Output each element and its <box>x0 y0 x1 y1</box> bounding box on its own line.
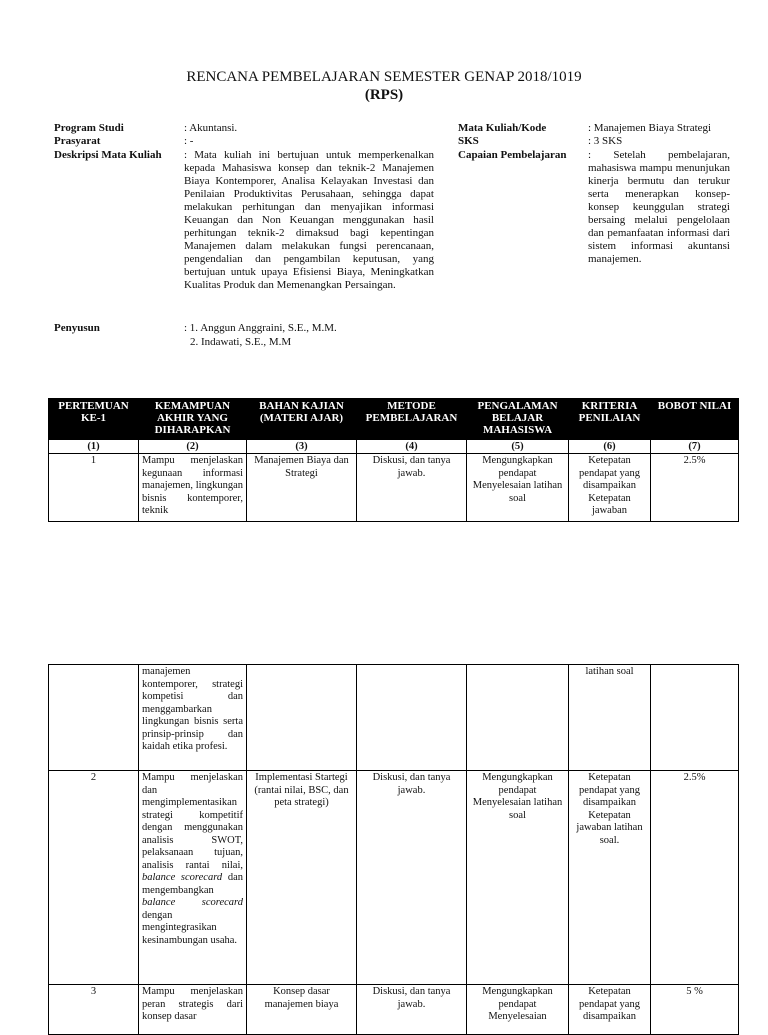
header-kemampuan: KEMAMPUAN AKHIR YANG DIHARAPKAN <box>139 399 247 440</box>
kemampuan-italic: balance scorecard <box>142 872 223 883</box>
bahan-cell: Manajemen Biaya dan Strategi <box>247 454 357 522</box>
bobot-cell: 2.5% <box>651 771 739 985</box>
kemampuan-italic: balance scorecard <box>142 897 243 908</box>
rps-table-page2 <box>48 664 739 1035</box>
kemampuan-text: dan mengembangkan <box>142 872 243 896</box>
mata-kuliah-value: : Manajemen Biaya Strategi <box>588 122 712 134</box>
header-bahan-kajian: BAHAN KAJIAN (MATERI AJAR) <box>247 399 357 440</box>
header-bobot: BOBOT NILAI <box>651 399 739 440</box>
row-number: 2 <box>49 771 139 985</box>
table-header-row <box>49 399 739 440</box>
col-number: (4) <box>357 440 467 454</box>
penyusun-line2: 2. Indawati, S.E., M.M <box>190 336 292 348</box>
bahan-cell <box>247 665 357 771</box>
row-number: 1 <box>49 454 139 522</box>
kriteria-cell: Ketepatan pendapat yang disampaikan Ketepatan jawaban <box>569 454 651 522</box>
header-pengalaman: PENGALAMAN BELAJAR MAHASISWA <box>467 399 569 440</box>
row-number <box>49 665 139 771</box>
capaian-label: Capaian Pembelajaran <box>458 149 567 161</box>
col-number: (5) <box>467 440 569 454</box>
row-number: 3 <box>49 985 139 1035</box>
header-pertemuan: PERTEMUAN KE-1 <box>49 399 139 440</box>
header-kriteria: KRITERIA PENILAIAN <box>569 399 651 440</box>
capaian-value: : Setelah pembelajaran, mahasiswa mampu menunjukan kinerja bermutu dan terukur serta menerapkan konsep-konsep keunggulan strategi bersaing melalui pengelolaan dan pemanfaatan informasi dari sistem informasi akuntansi manajemen. <box>588 149 730 265</box>
info-right <box>458 122 730 302</box>
pengalaman-cell: Mengungkapkan pendapat Menyelesaian <box>467 985 569 1035</box>
kemampuan-text: dengan mengintegrasikan kesinambungan usaha. <box>142 909 238 946</box>
col-number: (7) <box>651 440 739 454</box>
sks-label: SKS <box>458 135 479 147</box>
kemampuan-cell: Mampu menjelaskan peran strategis dari konsep dasar <box>139 985 247 1035</box>
page-title: RENCANA PEMBELAJARAN SEMESTER GENAP 2018/1019 <box>186 69 582 85</box>
sks-value: : 3 SKS <box>588 135 623 147</box>
col-number: (1) <box>49 440 139 454</box>
table-row <box>49 771 739 985</box>
kriteria-cell: Ketepatan pendapat yang disampaikan <box>569 985 651 1035</box>
table-row <box>49 665 739 771</box>
pengalaman-cell <box>467 665 569 771</box>
rps-table-page1 <box>48 398 739 522</box>
bobot-cell: 5 % <box>651 985 739 1035</box>
table-row <box>49 985 739 1035</box>
col-number: (6) <box>569 440 651 454</box>
pengalaman-cell: Mengungkapkan pendapat Menyelesaian latihan soal <box>467 454 569 522</box>
kemampuan-cell <box>139 771 247 985</box>
bahan-cell: Implementasi Startegi (rantai nilai, BSC, dan peta strategi) <box>247 771 357 985</box>
prasyarat-label: Prasyarat <box>54 135 101 147</box>
metode-cell <box>357 665 467 771</box>
kriteria-cell: Ketepatan pendapat yang disampaikan Ketepatan jawaban latihan soal. <box>569 771 651 985</box>
penyusun-line1: : 1. Anggun Anggraini, S.E., M.M. <box>184 322 337 334</box>
program-studi-value: : Akuntansi. <box>184 122 238 134</box>
page-subtitle: (RPS) <box>364 87 404 103</box>
metode-cell: Diskusi, dan tanya jawab. <box>357 985 467 1035</box>
prasyarat-value: : - <box>184 135 194 147</box>
penyusun-label: Penyusun <box>54 322 100 334</box>
bobot-cell <box>651 665 739 771</box>
metode-cell: Diskusi, dan tanya jawab. <box>357 771 467 985</box>
info-left <box>54 122 434 362</box>
bahan-cell: Konsep dasar manajemen biaya <box>247 985 357 1035</box>
kriteria-cell: latihan soal <box>569 665 651 771</box>
column-number-row <box>49 440 739 454</box>
col-number: (3) <box>247 440 357 454</box>
col-number: (2) <box>139 440 247 454</box>
mata-kuliah-label: Mata Kuliah/Kode <box>458 122 547 134</box>
pengalaman-cell: Mengungkapkan pendapat Menyelesaian latihan soal <box>467 771 569 985</box>
program-studi-label: Program Studi <box>54 122 124 134</box>
header-metode: METODE PEMBELAJARAN <box>357 399 467 440</box>
table-row <box>49 454 739 522</box>
kemampuan-cell: Mampu menjelaskan kegunaan informasi manajemen, lingkungan bisnis kontemporer, teknik <box>139 454 247 522</box>
metode-cell: Diskusi, dan tanya jawab. <box>357 454 467 522</box>
kemampuan-text: Mampu menjelaskan dan mengimplementasikan strategi kompetitif dengan menggunakan analisis SWOT, pelaksanaan tujuan, analisis rantai nilai, <box>142 772 243 871</box>
bobot-cell: 2.5% <box>651 454 739 522</box>
deskripsi-value: : Mata kuliah ini bertujuan untuk memperkenalkan kepada Mahasiswa konsep dan teknik-2 Manajemen Biaya Kontemporer, Analisa Kelayakan Investasi dan Penilaian Produktivitas Perusahaan, sehingga dapat melakukan perhitungan dan menyajikan informasi Keuangan dan Non Keuangan menggunakan hasil perhitungan teknik-2 dimaksud bagi kepentingan Manajemen dalam melakukan fungsi perencanaan, pengendalian dan pengambilan keputusan, yang bertujuan untuk upaya Efisiensi Biaya, Meningkatkan Kualitas Produk dan Memenangkan Persaingan. <box>184 149 434 291</box>
kemampuan-cell: manajemen kontemporer, strategi kompetisi dan menggambarkan lingkungan bisnis serta prinsip-prinsip dan kaidah etika profesi. <box>139 665 247 771</box>
deskripsi-label: Deskripsi Mata Kuliah <box>54 149 162 161</box>
